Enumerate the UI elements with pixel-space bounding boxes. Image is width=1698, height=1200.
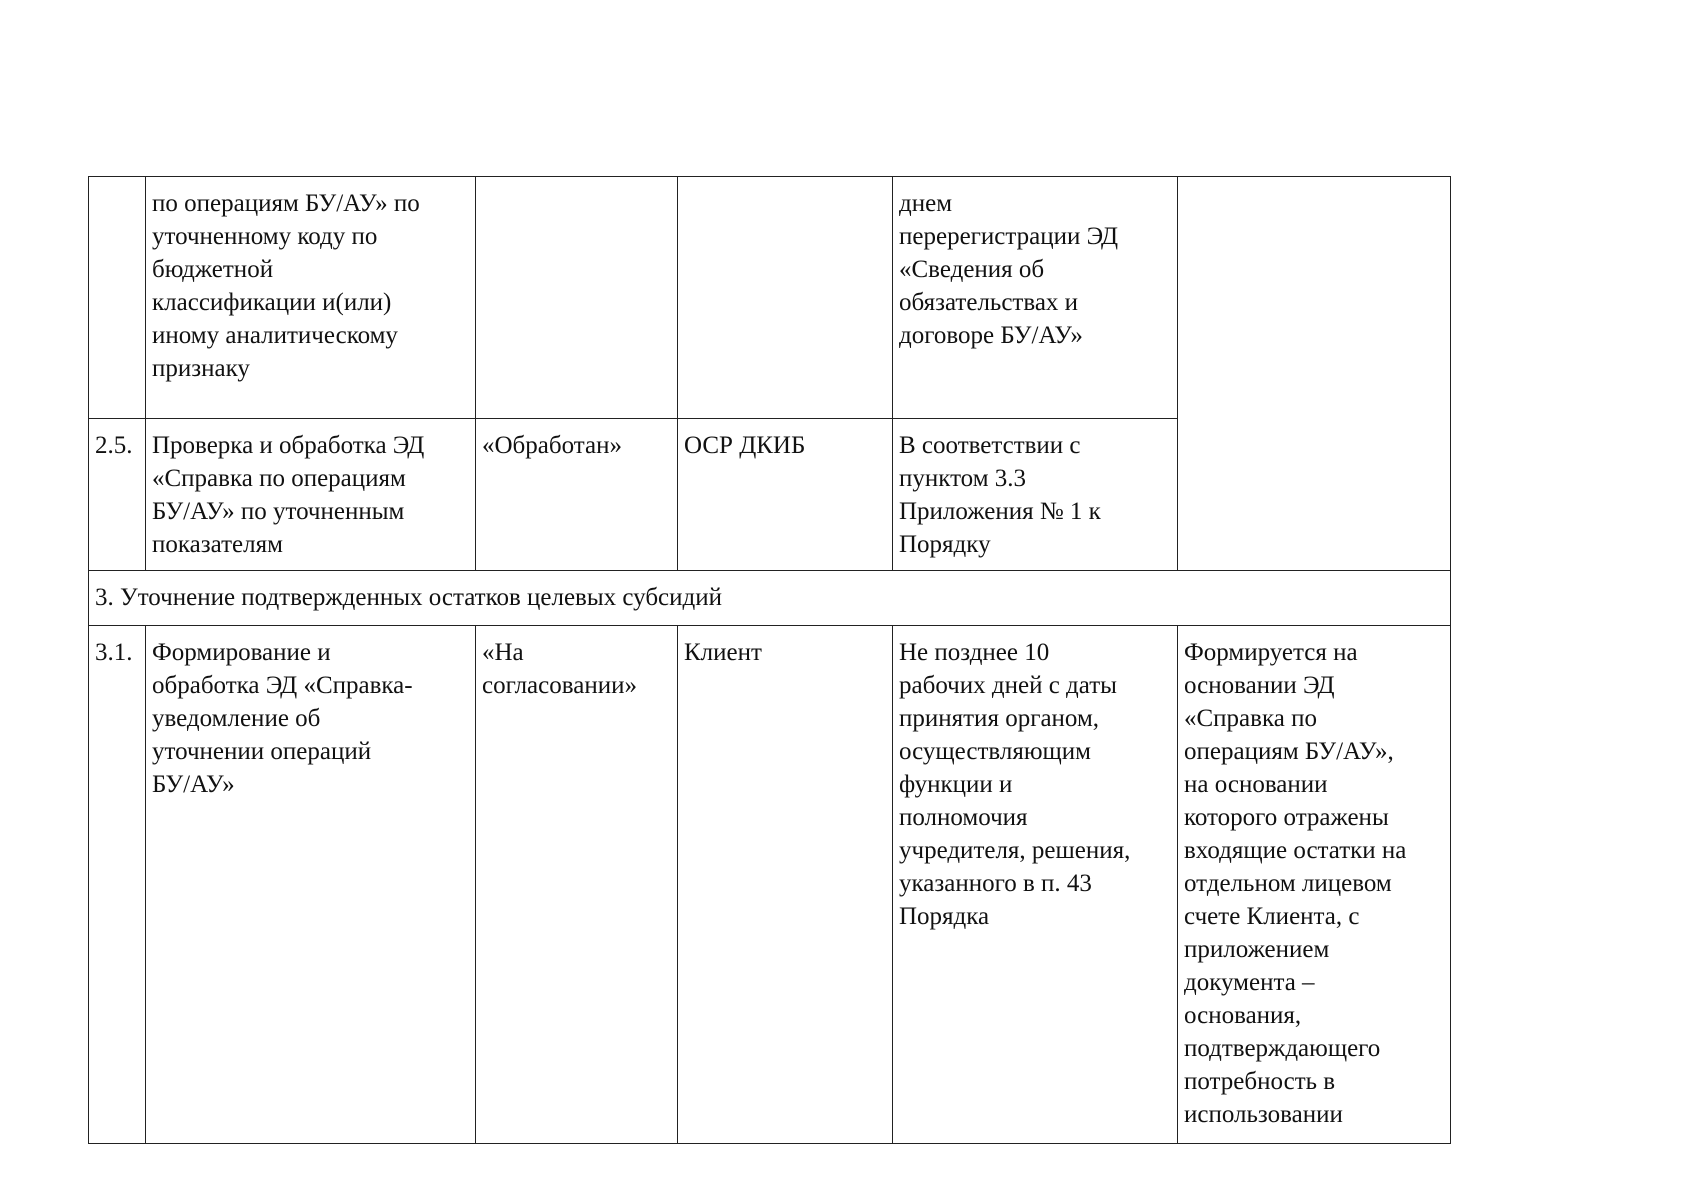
procedure-table [88,176,1451,1144]
performer-cell: Клиент [678,626,893,1144]
deadline-cell: В соответствии с пунктом 3.3 Приложения № 1 к Порядку [893,419,1178,571]
description-cell: Формирование и обработка ЭД «Справка- уведомление об уточнении операций БУ/АУ» [146,626,476,1144]
section-title: 3. Уточнение подтвержденных остатков целевых субсидий [89,571,1451,626]
table-row [89,177,1451,419]
deadline-cell: днем перерегистрации ЭД «Сведения об обязательствах и договоре БУ/АУ» [893,177,1178,419]
table-row [89,626,1451,1144]
description-cell: Проверка и обработка ЭД «Справка по операциям БУ/АУ» по уточненным показателям [146,419,476,571]
status-cell: «Обработан» [476,419,678,571]
row-number-cell: 2.5. [89,419,146,571]
status-cell: «На согласовании» [476,626,678,1144]
row-number-cell: 3.1. [89,626,146,1144]
performer-cell [678,177,893,419]
row-number-cell [89,177,146,419]
note-cell: Формируется на основании ЭД «Справка по операциям БУ/АУ», на основании которого отражены входящие остатки на отдельном лицевом счете Клиента, с приложением документа – основания, подтверждающего потребность в использовании [1178,626,1451,1144]
status-cell [476,177,678,419]
note-cell [1178,177,1451,571]
section-header-row [89,571,1451,626]
deadline-cell: Не позднее 10 рабочих дней с даты принятия органом, осуществляющим функции и полномочия учредителя, решения, указанного в п. 43 Порядка [893,626,1178,1144]
performer-cell: ОСР ДКИБ [678,419,893,571]
description-cell: по операциям БУ/АУ» по уточненному коду по бюджетной классификации и(или) иному аналитическому признаку [146,177,476,419]
